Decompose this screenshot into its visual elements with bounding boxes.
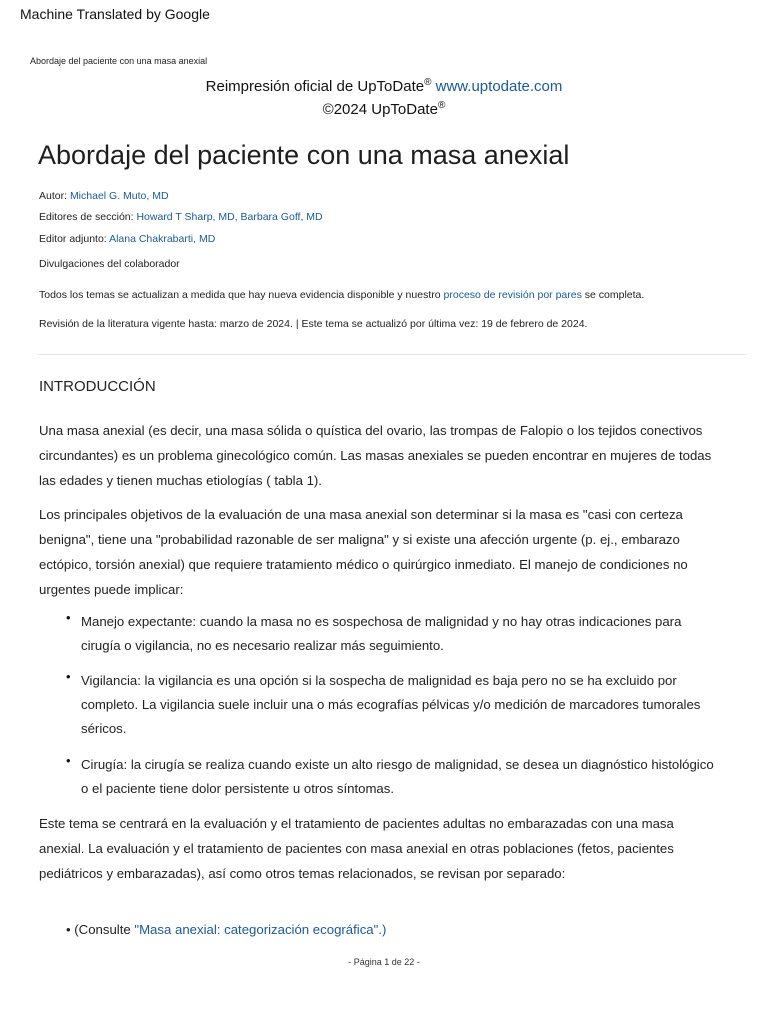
deputy-editor-link[interactable]: Alana Chakrabarti, MD <box>109 233 216 245</box>
paragraph-intro: Una masa anexial (es decir, una masa sólida o quística del ovario, las trompas de Falopio o los tejidos conectivos circundantes) es un problema ginecológico común. Las masas anexiales se pueden encontrar en mujeres de todas las edades y tienen muchas etiologías ( tabla 1). <box>39 423 712 488</box>
page-footer: - Página 1 de 22 - <box>348 957 420 967</box>
running-head: Abordaje del paciente con una masa anexial <box>30 56 208 66</box>
author-link[interactable]: Michael G. Muto, MD <box>69 190 169 202</box>
bullet-marker: • <box>66 669 71 684</box>
paragraph-scope: Este tema se centrará en la evaluación y el tratamiento de pacientes adultas no embarazadas con una masa anexial. La evaluación y el tratamiento de pacientes con masa anexial en otras poblaciones (fetos, pacientes pediátricos y embarazadas), así como otros temas relacionados, se revisan por separado: <box>39 816 674 881</box>
uptodate-link[interactable]: www.uptodate.com <box>435 78 563 95</box>
page-title: Abordaje del paciente con una masa anexial <box>38 140 570 170</box>
divider <box>38 354 746 355</box>
reprint-notice <box>0 73 768 119</box>
section-editors-label: Editores de sección: <box>39 211 137 223</box>
update-note-prefix: Todos los temas se actualizan a medida que hay nueva evidencia disponible y nuestro <box>39 289 444 301</box>
list-item: Vigilancia: la vigilancia es una opción si la sospecha de malignidad es baja pero no se ha excluido por completo. La vigilancia suele incluir una o más ecografías pélvicas y/o medición de marcadores tumorales séricos. <box>81 673 701 736</box>
contributor-disclosures-link[interactable]: Divulgaciones del colaborador <box>39 258 180 270</box>
paragraph-objectives: Los principales objetivos de la evaluación de una masa anexial son determinar si la masa es "casi con certeza benigna", tiene una "probabilidad razonable de ser maligna" y si existe una afección urgente (p. ej., embarazo ectópico, torsión anexial) que requiere tratamiento médico o quirúrgico inmediato. El manejo de condiciones no urgentes puede implicar: <box>39 507 688 597</box>
bullet-marker: • <box>66 610 71 625</box>
section-editors-link[interactable]: Howard T Sharp, MD, Barbara Goff, MD <box>136 211 323 223</box>
reprint-text: Reimpresión oficial de UpToDate <box>205 78 425 95</box>
registered-mark: ® <box>424 77 432 88</box>
copyright-text: ©2024 UpToDate <box>322 101 438 118</box>
update-note <box>39 289 644 301</box>
see-also-link[interactable]: "Masa anexial: categorización ecográfica".) <box>134 922 387 937</box>
deputy-editor-label: Editor adjunto: <box>39 233 110 245</box>
review-note: Revisión de la literatura vigente hasta: marzo de 2024. | Este tema se actualizó por última vez: 19 de febrero de 2024. <box>39 318 588 330</box>
registered-mark-2: ® <box>437 100 446 111</box>
deputy-editor-line <box>39 233 215 245</box>
peer-review-link[interactable]: proceso de revisión por pares <box>443 289 582 301</box>
bullet-marker: • <box>66 753 71 768</box>
list-item: Manejo expectante: cuando la masa no es sospechosa de malignidad y no hay otras indicaciones para cirugía o vigilancia, no es necesario realizar más seguimiento. <box>81 614 682 653</box>
machine-translation-banner: Machine Translated by Google <box>20 6 210 22</box>
section-heading: INTRODUCCIÓN <box>39 378 156 395</box>
update-note-suffix: se completa. <box>581 289 645 301</box>
list-item: Cirugía: la cirugía se realiza cuando existe un alto riesgo de malignidad, se desea un diagnóstico histológico o el paciente tiene dolor persistente u otros síntomas. <box>81 757 714 796</box>
section-editors-line <box>39 211 323 223</box>
author-label: Autor: <box>39 190 70 202</box>
see-also <box>66 922 386 937</box>
author-line <box>39 190 169 202</box>
see-also-prefix: • (Consulte <box>66 922 135 937</box>
